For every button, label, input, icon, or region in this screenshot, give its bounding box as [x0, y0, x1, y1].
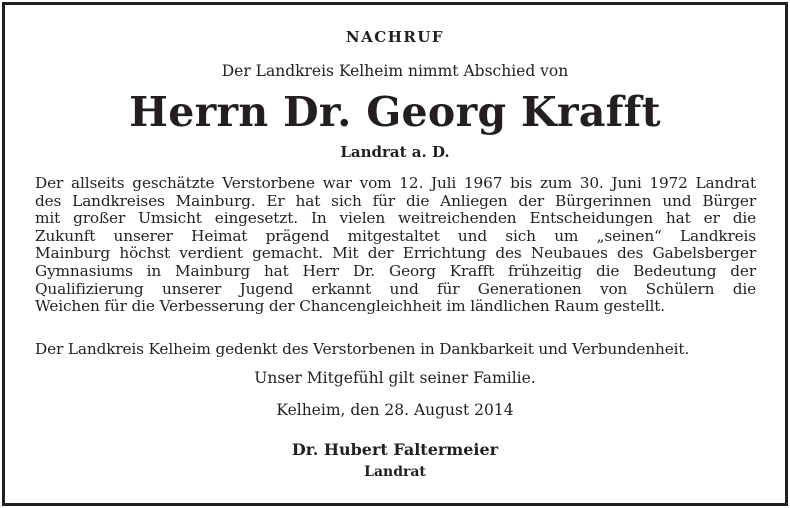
deceased-name: Herrn Dr. Georg Krafft — [129, 88, 661, 136]
tribute-line: Der allseits geschätzte Verstorbene war vom 12. Juli 1967 bis zum 30. Juni 1972 Landrat — [35, 174, 756, 192]
notice-heading: NACHRUF — [345, 28, 445, 46]
tribute-line: Zukunft unserer Heimat prägend mitgestaltet und sich um „seinen“ Landkreis — [35, 226, 756, 245]
intro-line: Der Landkreis Kelheim nimmt Abschied von — [221, 62, 569, 80]
tribute-line: des Landkreises Mainburg. Er hat sich für die Anliegen der Bürgerinnen und Bürger — [35, 191, 756, 210]
tribute-line: Mainburg höchst verdient gemacht. Mit der Errichtung des Neubaues des Gabelsberger — [35, 244, 756, 263]
tribute-line: Weichen für die Verbesserung der Chancengleichheit im ländlichen Raum gestellt. — [35, 297, 665, 316]
tribute-line: mit großer Umsicht eingesetzt. In vielen weitreichenden Entscheidungen hat er die — [35, 209, 756, 228]
place-date: Kelheim, den 28. August 2014 — [276, 401, 514, 419]
condolence-line: Unser Mitgefühl gilt seiner Familie. — [254, 369, 536, 387]
remembrance-paragraph: Der Landkreis Kelheim gedenkt des Verstorbenen in Dankbarkeit und Verbundenheit. — [35, 340, 690, 358]
signer-name: Dr. Hubert Faltermeier — [291, 440, 499, 459]
tribute-line: Gymnasiums in Mainburg hat Herr Dr. Georg Krafft frühzeitig die Bedeutung der — [35, 261, 756, 280]
tribute-line: Qualifizierung unserer Jugend erkannt und für Generationen von Schülern die — [35, 279, 756, 298]
deceased-title: Landrat a. D. — [340, 143, 450, 161]
tribute-paragraph — [35, 175, 756, 316]
signer-role: Landrat — [364, 464, 426, 480]
